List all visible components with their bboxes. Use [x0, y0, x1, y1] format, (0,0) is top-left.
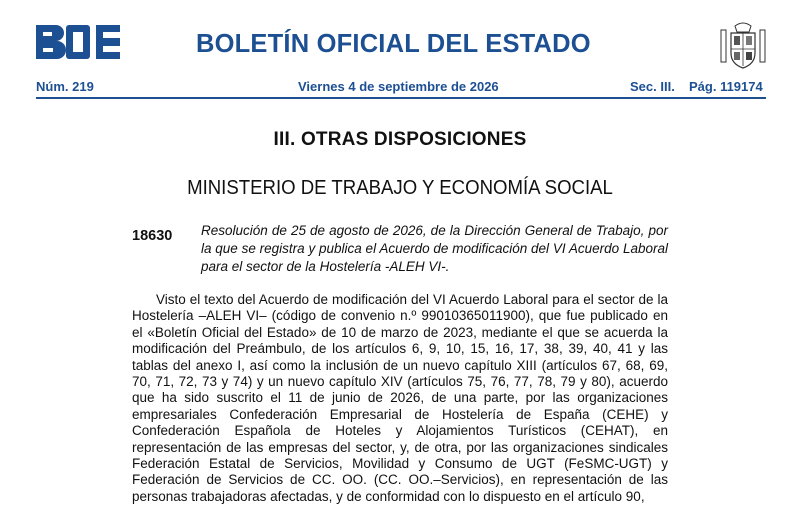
section-title: III. OTRAS DISPOSICIONES: [273, 129, 527, 150]
boe-logo: [36, 25, 120, 59]
issue-date: Viernes 4 de septiembre de 2026: [298, 79, 499, 94]
entry-number: 18630: [132, 228, 173, 244]
coat-of-arms-icon: [720, 20, 766, 70]
resolution-title: Resolución de 25 de agosto de 2026, de la Dirección General de Trabajo, por la que se registra y publica el Acuerdo de modificación del VI Acuerdo Laboral para el sector de la Hostelería -ALEH VI-.: [201, 223, 668, 274]
body-paragraph: Visto el texto del Acuerdo de modificación del VI Acuerdo Laboral para el sector de la Hostelería –ALEH VI– (código de convenio n.º 99010365011900), que fue publicado en el «Boletín Oficial del Estado» de 10 de marzo de 2023, mediante el que se acuerda la modificación del Preámbulo, de los artículos 6, 9, 10, 15, 16, 17, 38, 39, 40, 41 y las tablas del anexo I, así como la inclusión de un nuevo capítulo XIII (artículos 67, 68, 69, 70, 71, 72, 73 y 74) y un nuevo capítulo XIV (artículos 75, 76, 77, 78, 79 y 80), acuerdo que ha sido suscrito el 11 de junio de 2026, de una parte, por las organizaciones empresariales Confederación Empresarial de Hostelería de España (CEHE) y Confederación Española de Hoteles y Alojamientos Turísticos (CEHAT), en representación de las empresas del sector, y, de otra, por las organizaciones sindicales Federación Estatal de Servicios, Movilidad y Consumo de UGT (FeSMC-UGT) y Federación de Servicios de CC. OO. (CC. OO.–Servicios), en representación de las personas trabajadoras afectadas, y de conformidad con lo dispuesto en el artículo 90,: [132, 292, 668, 504]
ministry-heading: MINISTERIO DE TRABAJO Y ECONOMÍA SOCIAL: [187, 177, 613, 199]
gazette-title: BOLETÍN OFICIAL DEL ESTADO: [196, 30, 591, 58]
issue-number: Núm. 219: [36, 79, 94, 94]
section-code: Sec. III.: [630, 79, 675, 94]
page-number: Pág. 119174: [689, 79, 763, 94]
page-header: [0, 0, 800, 100]
header-divider: [36, 97, 766, 99]
